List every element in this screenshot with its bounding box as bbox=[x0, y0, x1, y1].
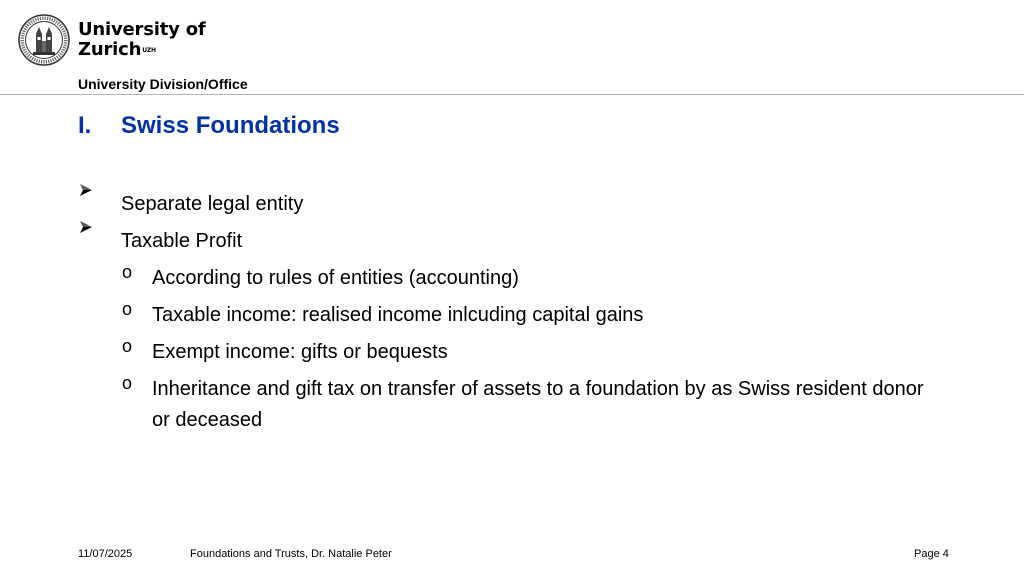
title-text: Swiss Foundations bbox=[121, 112, 340, 139]
bullet-text: Separate legal entity bbox=[121, 193, 304, 215]
wordmark-line2 bbox=[78, 40, 206, 60]
division-label: University Division/Office bbox=[78, 76, 248, 92]
arrowhead-bullet-icon bbox=[78, 219, 94, 235]
bullet-text: Taxable Profit bbox=[121, 230, 243, 252]
title-number: I. bbox=[78, 112, 92, 139]
footer-page-number: Page 4 bbox=[914, 548, 949, 560]
wordmark-uzh: UZH bbox=[142, 47, 156, 54]
wordmark-zurich: Zurich bbox=[78, 39, 142, 60]
wordmark-line1: University of bbox=[78, 19, 206, 40]
sub-bullet-text: Exempt income: gifts or bequests bbox=[152, 341, 448, 363]
university-wordmark bbox=[78, 20, 206, 60]
header-divider bbox=[0, 94, 1024, 95]
circle-bullet-icon: o bbox=[122, 262, 133, 282]
circle-bullet-icon: o bbox=[122, 299, 133, 319]
footer-date: 11/07/2025 bbox=[78, 548, 133, 560]
circle-bullet-icon: o bbox=[122, 373, 133, 393]
university-seal-logo bbox=[18, 14, 70, 66]
circle-bullet-icon: o bbox=[122, 336, 133, 356]
sub-bullet-text: Inheritance and gift tax on transfer of assets to a foundation by as Swiss resident donor or deceased bbox=[152, 378, 924, 431]
arrowhead-bullet-icon bbox=[78, 182, 94, 198]
sub-bullet-text: Taxable income: realised income inlcuding capital gains bbox=[152, 304, 644, 326]
sub-bullet-text: According to rules of entities (accounting) bbox=[152, 267, 519, 289]
footer-presentation-title: Foundations and Trusts, Dr. Natalie Peter bbox=[190, 548, 392, 560]
